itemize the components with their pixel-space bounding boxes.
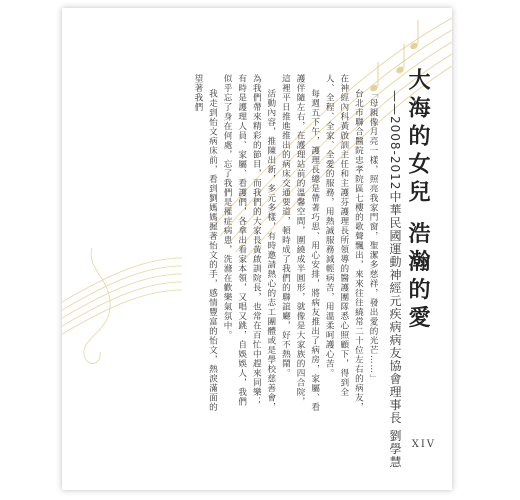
body-paragraph: 每週五下午，護理長總是帶著巧思、用心安排，將病友推出了病房，家屬、看護伴隨左右，在護理站前的溫馨空間，圍繞成半圓形，就像是大家族的四合院，這裡平日推進推出的病床交通要道，頓時成了我們的聯誼廳，好不熱鬧。: [280, 74, 320, 413]
body-paragraph: 我走到怡文病床前，看到劉媽媽握著怡文的手，感情豐富的怡文，熱淚滿面的望著我們: [192, 74, 218, 413]
article-title: 大海的女兒 浩瀚的愛: [405, 68, 431, 334]
article-body: [100, 74, 380, 414]
body-paragraph: 台北市聯合醫院忠孝院區七樓的歌聲飄出，來來往往繞常二十位左右的病友，在神經內科黃啟訓主任和主護芬護理長所領導的醫護團隊悉心照顧下，得到全人、全程、全家、全愛的服務，用熱誠服務減輕病苦，用溫柔呵護心苦。: [324, 74, 364, 413]
article-subtitle: ——2008-2012中華民國運動神經元疾病病友協會理事長 劉學慧: [388, 90, 402, 469]
body-paragraph: 活動內容，推陳出新，多元多樣，有時邀請熱心的志工團體或是學校慈善會，為我們帶來精彩的節目，而我們的大家長黃啟訓院長，也常在百忙中趕來同樂；有時是護理人員、家屬、看護們，各拿出看家本領，又唱又跳，自娛娛人，我們似乎忘了身在何處，忘了我們是罹症病患，洗滌在歡樂氣氛中。: [222, 74, 276, 413]
book-page: [62, 8, 452, 490]
body-paragraph: 「母親像月亮一樣，照亮我家門窗，聖潔多慈祥，發出愛的光芒……」: [368, 89, 378, 384]
page-number: XIV: [411, 439, 436, 450]
